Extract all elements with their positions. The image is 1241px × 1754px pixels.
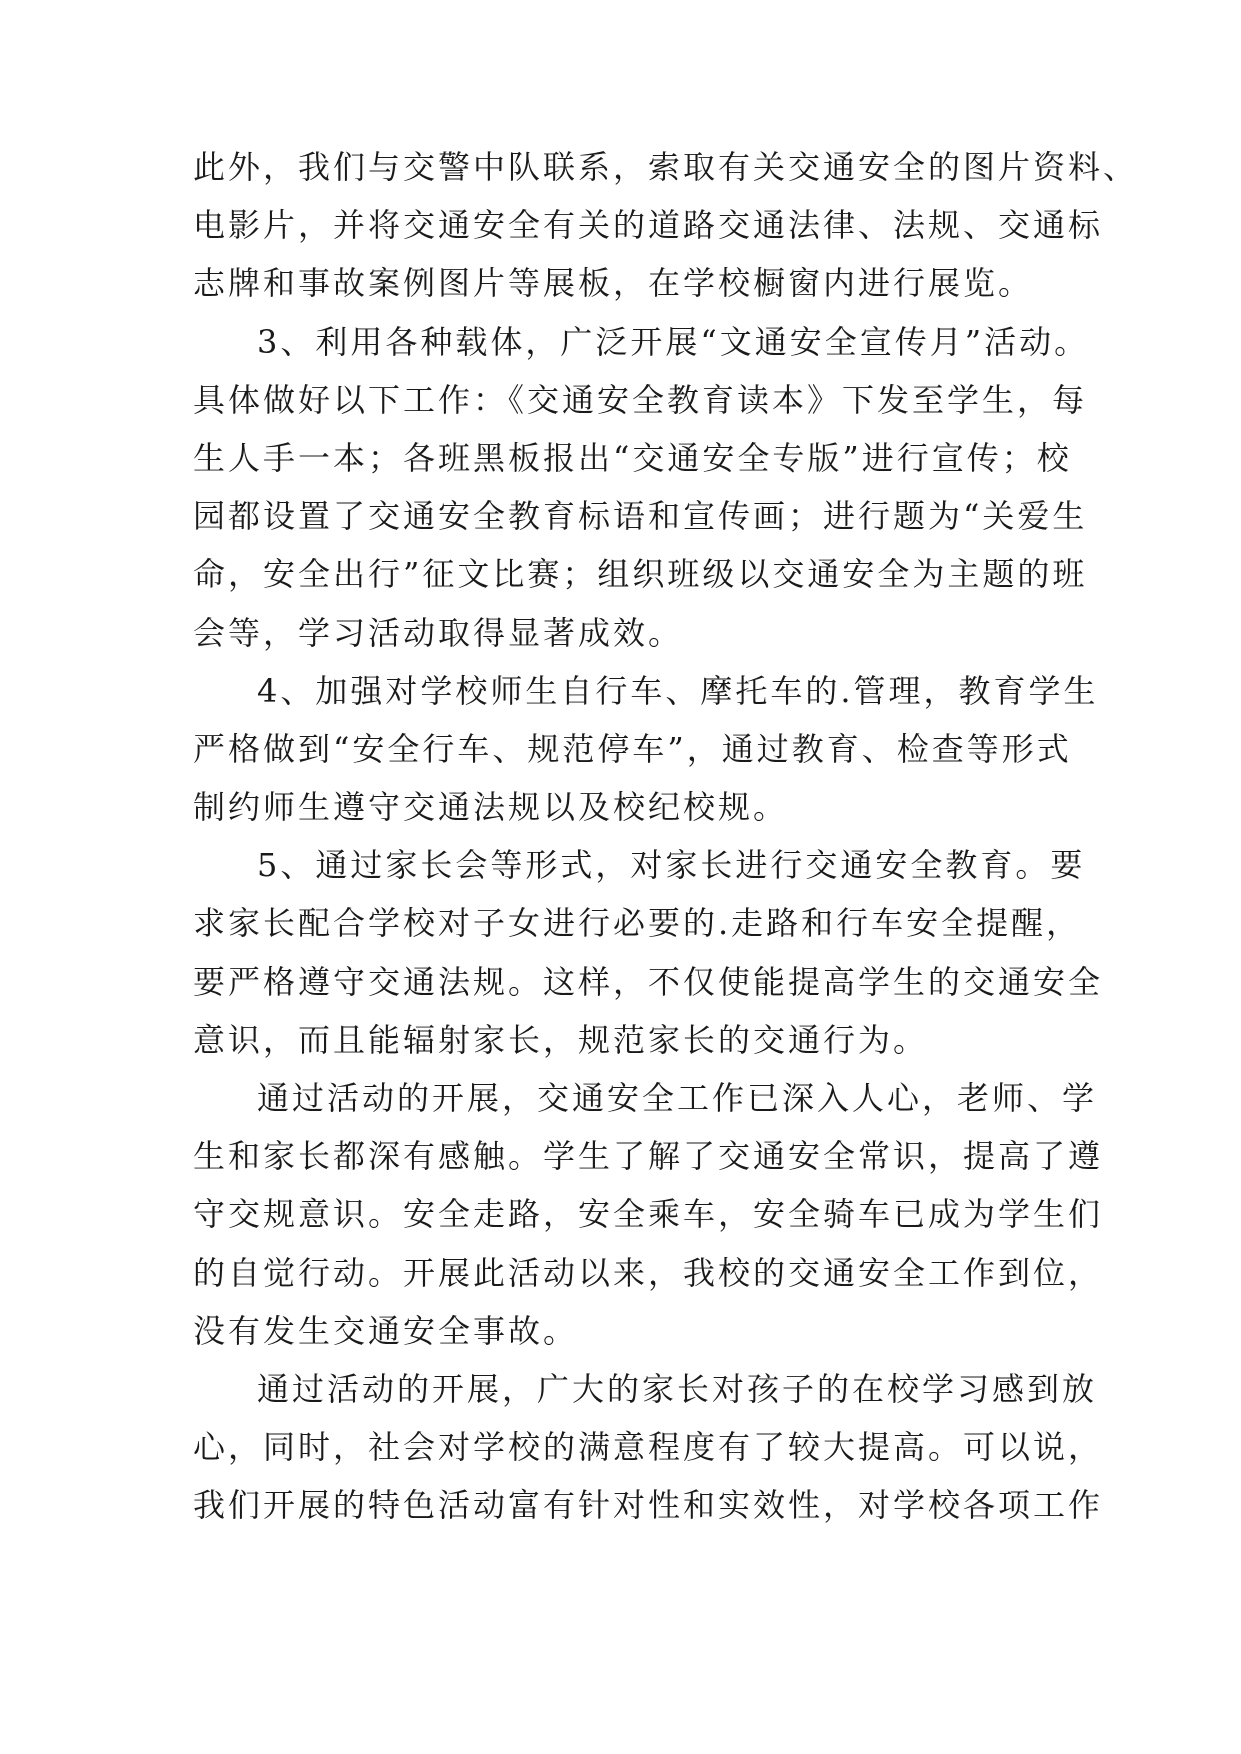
- text-line: 严格做到“安全行车、规范停车”，通过教育、检查等形式: [193, 729, 1072, 768]
- text-line: 我们开展的特色活动富有针对性和实效性，对学校各项工作: [193, 1486, 1104, 1525]
- text-line: 制约师生遵守交通法规以及校纪校规。: [193, 788, 789, 827]
- text-line: 此外，我们与交警中队联系，索取有关交通安全的图片资料、: [193, 148, 1139, 186]
- text-line: 通过活动的开展，广大的家长对孩子的在校学习感到放: [257, 1369, 1098, 1408]
- text-line: 意识，而且能辐射家长，规范家长的交通行为。: [193, 1020, 929, 1059]
- text-line: 的自觉行动。开展此活动以来，我校的交通安全工作到位，: [193, 1253, 1104, 1292]
- text-line: 具体做好以下工作：《交通安全教育读本》下发至学生，每: [193, 380, 1088, 419]
- text-line: 志牌和事故案例图片等展板，在学校橱窗内进行展览。: [193, 264, 1034, 303]
- text-line: 守交规意识。安全走路，安全乘车，安全骑车已成为学生们: [193, 1195, 1104, 1234]
- text-line: 心，同时，社会对学校的满意程度有了较大提高。可以说，: [193, 1428, 1104, 1467]
- text-line: 没有发生交通安全事故。: [193, 1311, 579, 1350]
- text-line: 求家长配合学校对子女进行必要的.走路和行车安全提醒，: [193, 904, 1082, 943]
- text-line: 4、加强对学校师生自行车、摩托车的.管理，教育学生: [257, 671, 1099, 710]
- text-line: 园都设置了交通安全教育标语和宣传画；进行题为“关爱生: [193, 497, 1088, 536]
- text-line: 要严格遵守交通法规。这样，不仅使能提高学生的交通安全: [193, 962, 1104, 1001]
- text-line: 通过活动的开展，交通安全工作已深入人心，老师、学: [257, 1079, 1098, 1117]
- text-line: 生和家长都深有感触。学生了解了交通安全常识，提高了遵: [193, 1137, 1104, 1176]
- text-line: 命，安全出行”征文比赛；组织班级以交通安全为主题的班: [193, 555, 1088, 594]
- text-line: 电影片，并将交通安全有关的道路交通法律、法规、交通标: [193, 206, 1104, 245]
- document-body: [193, 138, 1139, 1535]
- text-line: 会等，学习活动取得显著成效。: [193, 613, 684, 652]
- text-line: 生人手一本；各班黑板报出“交通安全专版”进行宣传；校: [193, 438, 1072, 477]
- text-line: 5、通过家长会等形式，对家长进行交通安全教育。要: [257, 846, 1086, 885]
- text-line: 3、利用各种载体，广泛开展“文通安全宣传月”活动。: [257, 322, 1090, 361]
